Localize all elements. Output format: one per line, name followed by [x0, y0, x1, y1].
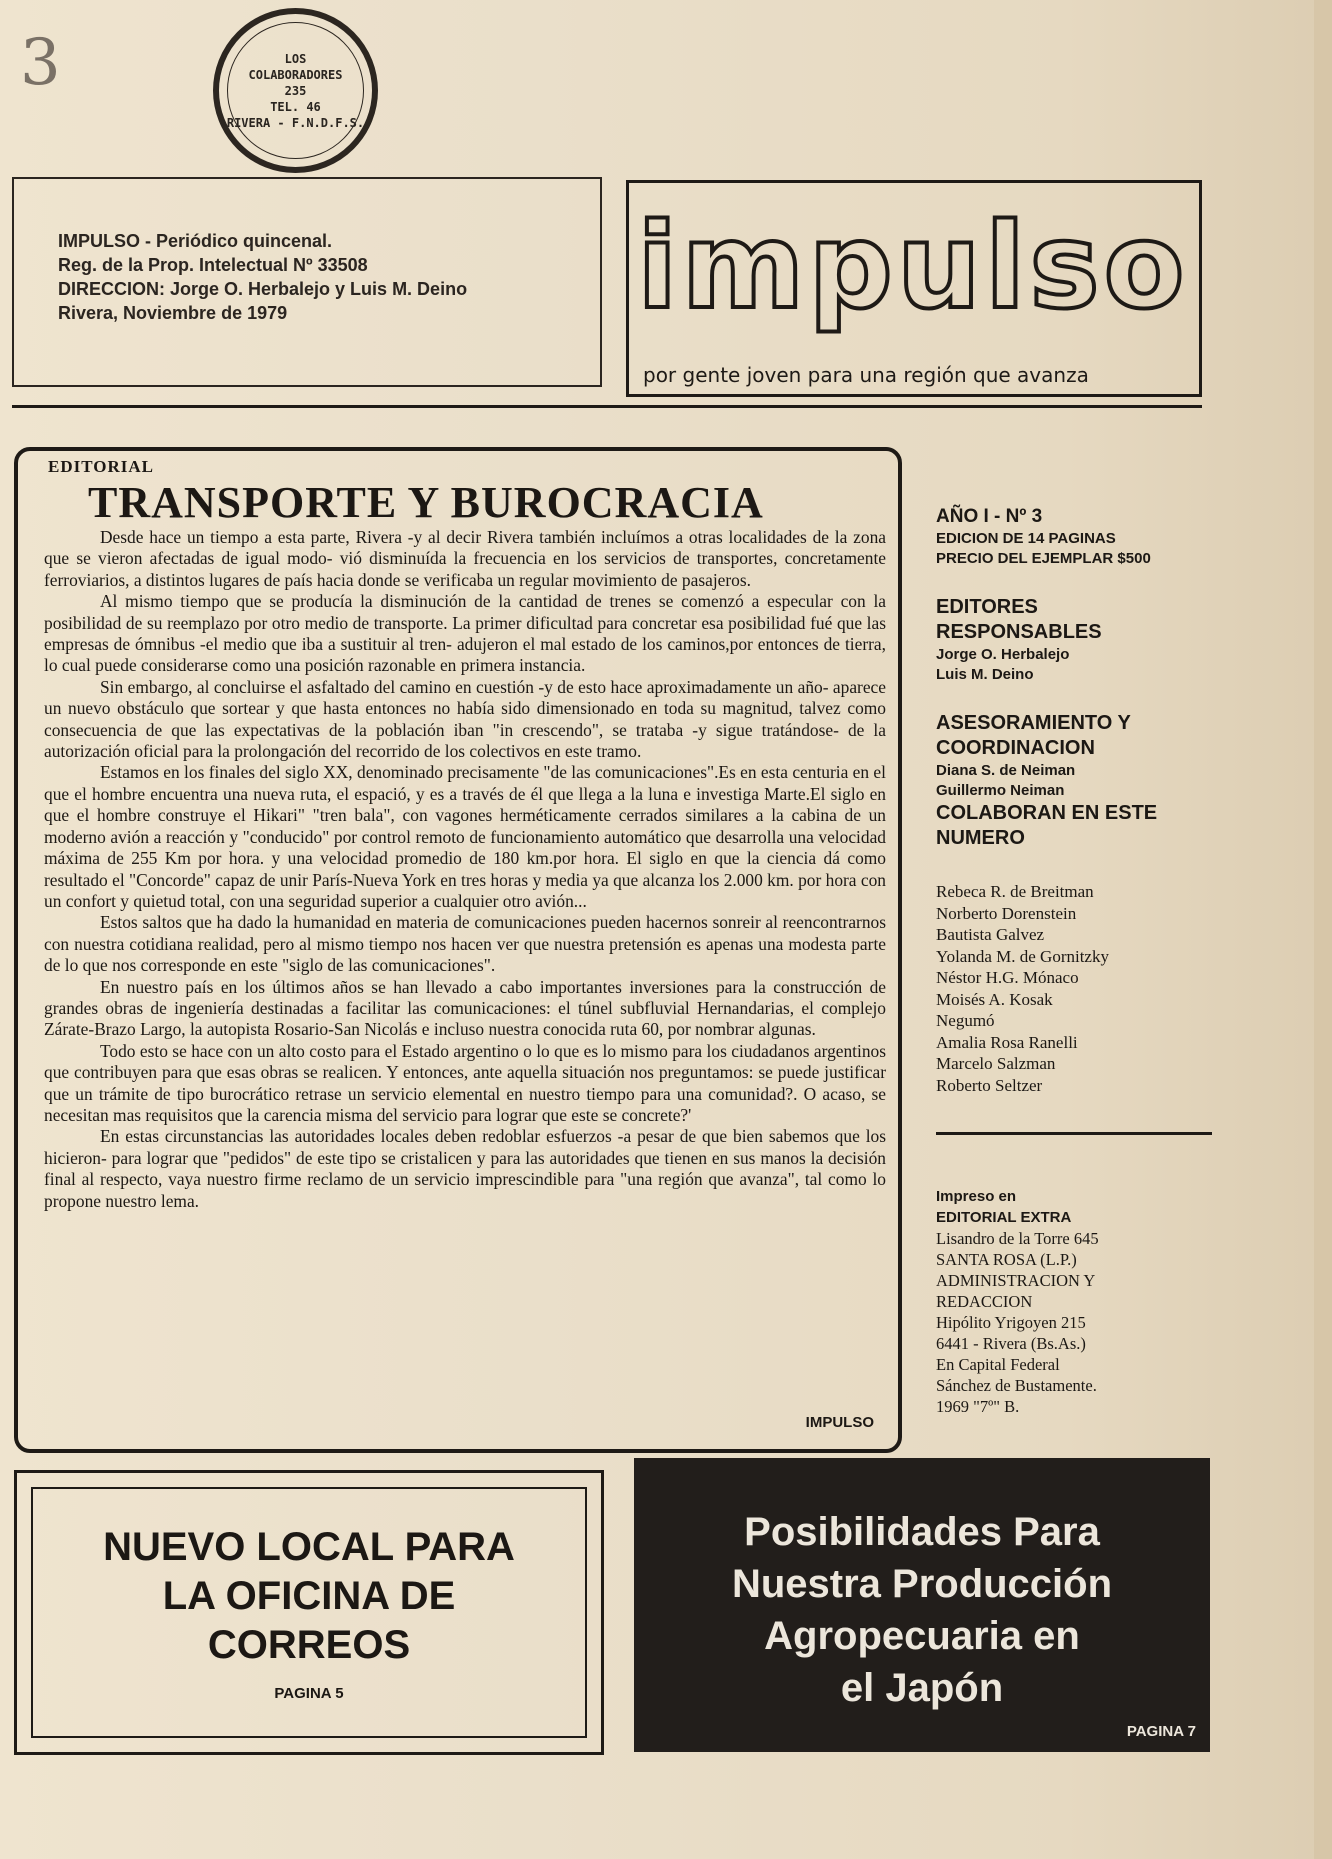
contributor-name: Negumó	[936, 1011, 995, 1030]
contributor-name: Marcelo Salzman	[936, 1054, 1056, 1073]
masthead-info-line: DIRECCION: Jorge O. Herbalejo y Luis M. Deino	[58, 279, 468, 299]
teaser-correos-headline	[17, 1523, 601, 1670]
masthead-rule	[12, 405, 1202, 408]
logo-slogan: por gente joven para una región que avanza	[643, 363, 1089, 387]
headline-line: Nuestra Producción	[731, 1562, 1113, 1606]
contributor-list	[936, 881, 1226, 1096]
advisor-name: Guillermo Neiman	[936, 782, 1065, 799]
masthead-info-line: IMPULSO - Periódico quincenal.	[58, 231, 333, 251]
teaser-correos-page: PAGINA 5	[274, 1685, 344, 1702]
headline-line: NUEVO LOCAL PARA	[103, 1525, 515, 1569]
teaser-correos	[14, 1470, 604, 1755]
contributor-name: Norberto Dorenstein	[936, 903, 1077, 923]
headline-line: CORREOS	[207, 1623, 411, 1667]
contributor-name: Bautista Galvez	[936, 925, 1045, 944]
editor-name: Jorge O. Herbalejo	[936, 646, 1070, 663]
teaser-japon	[634, 1458, 1210, 1752]
editorial-body	[44, 527, 886, 1212]
stamp-line: 235	[284, 83, 307, 98]
capital-line: Sánchez de Bustamente.	[936, 1376, 1097, 1395]
printer-city: SANTA ROSA (L.P.)	[936, 1250, 1077, 1269]
masthead-info-box	[12, 177, 602, 387]
editorial-paragraph: Sin embargo, al concluirse el asfaltado del camino en cuestión -y de esto hace aproximadamente un año- aparece un nuevo obstáculo que sortear y que hasta entonces no había sido dimensionado en toda su magnitud, talvez como consecuencia de que las expectativas de la población iban "in crescendo", se trataba -y sigue tratándose- de la autorización oficial para la prolongación del recorrido de los colectivos en este tramo.	[44, 676, 886, 762]
sidebar-credits	[936, 505, 1226, 1096]
issue-number: AÑO I - Nº 3	[936, 506, 1043, 527]
sidebar-rule	[936, 1132, 1212, 1135]
advisor-name: Diana S. de Neiman	[936, 762, 1076, 779]
library-stamp	[213, 8, 378, 173]
admin-heading: ADMINISTRACION Y	[936, 1271, 1096, 1290]
headline-line: Agropecuaria en	[764, 1614, 1080, 1658]
admin-address: Hipólito Yrigoyen 215	[936, 1313, 1086, 1332]
editors-heading: RESPONSABLES	[936, 621, 1102, 643]
admin-heading: REDACCION	[936, 1292, 1033, 1311]
stamp-line: LOS	[284, 51, 307, 66]
masthead-info-line: Rivera, Noviembre de 1979	[58, 303, 288, 323]
admin-city: 6441 - Rivera (Bs.As.)	[936, 1334, 1086, 1353]
contributor-name: Néstor H.G. Mónaco	[936, 968, 1079, 987]
capital-line: En Capital Federal	[936, 1355, 1060, 1374]
impulso-logo: impulso	[637, 197, 1189, 335]
stamp-ring	[227, 22, 364, 159]
advice-heading: COORDINACION	[936, 737, 1095, 759]
contributor-name: Rebeca R. de Breitman	[936, 882, 1094, 901]
printer-address: Lisandro de la Torre 645	[936, 1229, 1099, 1248]
contributor-name: Roberto Seltzer	[936, 1075, 1043, 1095]
handwritten-page-number: 3	[20, 26, 61, 100]
editorial-paragraph: Estamos en los finales del siglo XX, denominado precisamente "de las comunicaciones".Es en esta centuria en el que el hombre encuentra una nueva ruta, el espació, y es a través de él que llega a la luna e investiga Marte.El siglo en que el hombre construye el Hikari" "tren bala", con vagones herméticamente cerrados similares a la cabina de un moderno avión a reacción y "conducido" por control remoto de funcionamiento automático que desarrolla una velocidad máxima de 255 Km por hora. y una velocidad promedio de 180 km.por hora. El siglo en que la ciencia dá como resultado el "Concorde" capaz de unir París-Nueva York en tres horas y media ya que alcanza los 2.000 km. por hora con un confort y quietud total, con una seguridad superior a cualquier otro avión...	[44, 762, 886, 911]
capital-line: 1969 "7º" B.	[936, 1397, 1020, 1416]
editorial-paragraph: En estas circunstancias las autoridades locales deben redoblar esfuerzos -a pesar de que bien sabemos que los hicieron- para lograr que "pedidos" de este tipo se cristalicen y para las autoridades que tienen en sus manos la decisión final al respecto, vaya nuestro firme reclamo de un servicio imprescindible para "una región que avanza", tal como lo propone nuestro lema.	[44, 1126, 886, 1211]
editorial-paragraph: Todo esto se hace con un alto costo para el Estado argentino o lo que es lo mismo para los ciudadanos argentinos que contribuyen para que esas obras se realicen. Y entonces, ante aquella situación nos preguntamos: se puede justificar que un trámite de tipo burocrático retrase un servicio elemental en nuestro tiempo para una comunidad?. O acaso, se necesitan mas requisitos que la carencia misma del servicio para lograr que este se concrete?'	[44, 1040, 886, 1125]
editorial-signature: IMPULSO	[805, 1414, 874, 1431]
editorial-paragraph: Desde hace un tiempo a esta parte, Rivera -y al decir Rivera también incluímos a otras localidades de la zona que se vieron afectadas de igual modo- vió disminuída la frecuencia en los servicios de transportes, concretamente ferroviarios, a distintos lugares de país hacia donde se verificaba un regular movimiento de pasajeros.	[44, 527, 886, 590]
headline-line: el Japón	[840, 1666, 1004, 1710]
logo-box	[626, 180, 1202, 397]
editorial-paragraph: Estos saltos que ha dado la humanidad en materia de comunicaciones pueden hacernos sonreir al reencontrarnos con nuestra cotidiana realidad, pero al mismo tiempo nos hacen ver que nuestra pretensión es apenas una modesta parte de lo que nos corresponde en este "siglo de las comunicaciones".	[44, 912, 886, 976]
editors-heading: EDITORES	[936, 596, 1038, 618]
editor-name: Luis M. Deino	[936, 666, 1034, 683]
headline-line: Posibilidades Para	[744, 1510, 1100, 1554]
advice-heading: ASESORAMIENTO Y	[936, 712, 1131, 734]
contributor-name: Moisés A. Kosak	[936, 989, 1053, 1009]
contrib-heading: NUMERO	[936, 827, 1025, 849]
stamp-line: RIVERA - F.N.D.F.S.	[226, 115, 365, 130]
teaser-japon-page: PAGINA 7	[1126, 1723, 1196, 1740]
edition-pages: EDICION DE 14 PAGINAS	[936, 530, 1116, 547]
imprint-block	[936, 1186, 1226, 1417]
editorial-paragraph: Al mismo tiempo que se producía la disminución de la cantidad de trenes se comenzó a especular con la posibilidad de su reemplazo por otro medio de transporte. La primer dificultad para concretar esa posibilidad fué que las empresas de ómnibus -el medio que iba a sustituir al tren- adujeron el mal estado de los caminos,por entonces de tierra, lo cual puede considerarse como una posición razonable en primera instancia.	[44, 591, 886, 676]
masthead-info	[58, 229, 467, 325]
printer-name: EDITORIAL EXTRA	[936, 1209, 1072, 1226]
headline-line: LA OFICINA DE	[162, 1574, 456, 1618]
editorial-label: EDITORIAL	[48, 457, 154, 476]
stamp-line: TEL. 46	[270, 99, 321, 114]
contrib-heading: COLABORAN EN ESTE	[936, 802, 1158, 824]
editorial-title: TRANSPORTE Y BUROCRACIA	[88, 478, 764, 527]
editorial-paragraph: En nuestro país en los últimos años se han llevado a cabo importantes inversiones para la construcción de grandes obras de ingeniería destinadas a facilitar las comunicaciones: el túnel subfluvial Hernandarias, el complejo Zárate-Brazo Largo, la autopista Rosario-San Nicolás e incluso nuestra conocida ruta 60, por nombrar algunas.	[44, 976, 886, 1040]
editorial-box	[14, 447, 902, 1453]
contributor-name: Amalia Rosa Ranelli	[936, 1032, 1078, 1052]
stamp-line: COLABORADORES	[248, 67, 343, 82]
teaser-japon-headline	[634, 1506, 1210, 1714]
imprint-label: Impreso en	[936, 1188, 1017, 1205]
contributor-name: Yolanda M. de Gornitzky	[936, 946, 1109, 966]
issue-price: PRECIO DEL EJEMPLAR $500	[936, 550, 1151, 567]
masthead-info-line: Reg. de la Prop. Intelectual Nº 33508	[58, 255, 368, 275]
page-edge	[1314, 0, 1332, 1859]
